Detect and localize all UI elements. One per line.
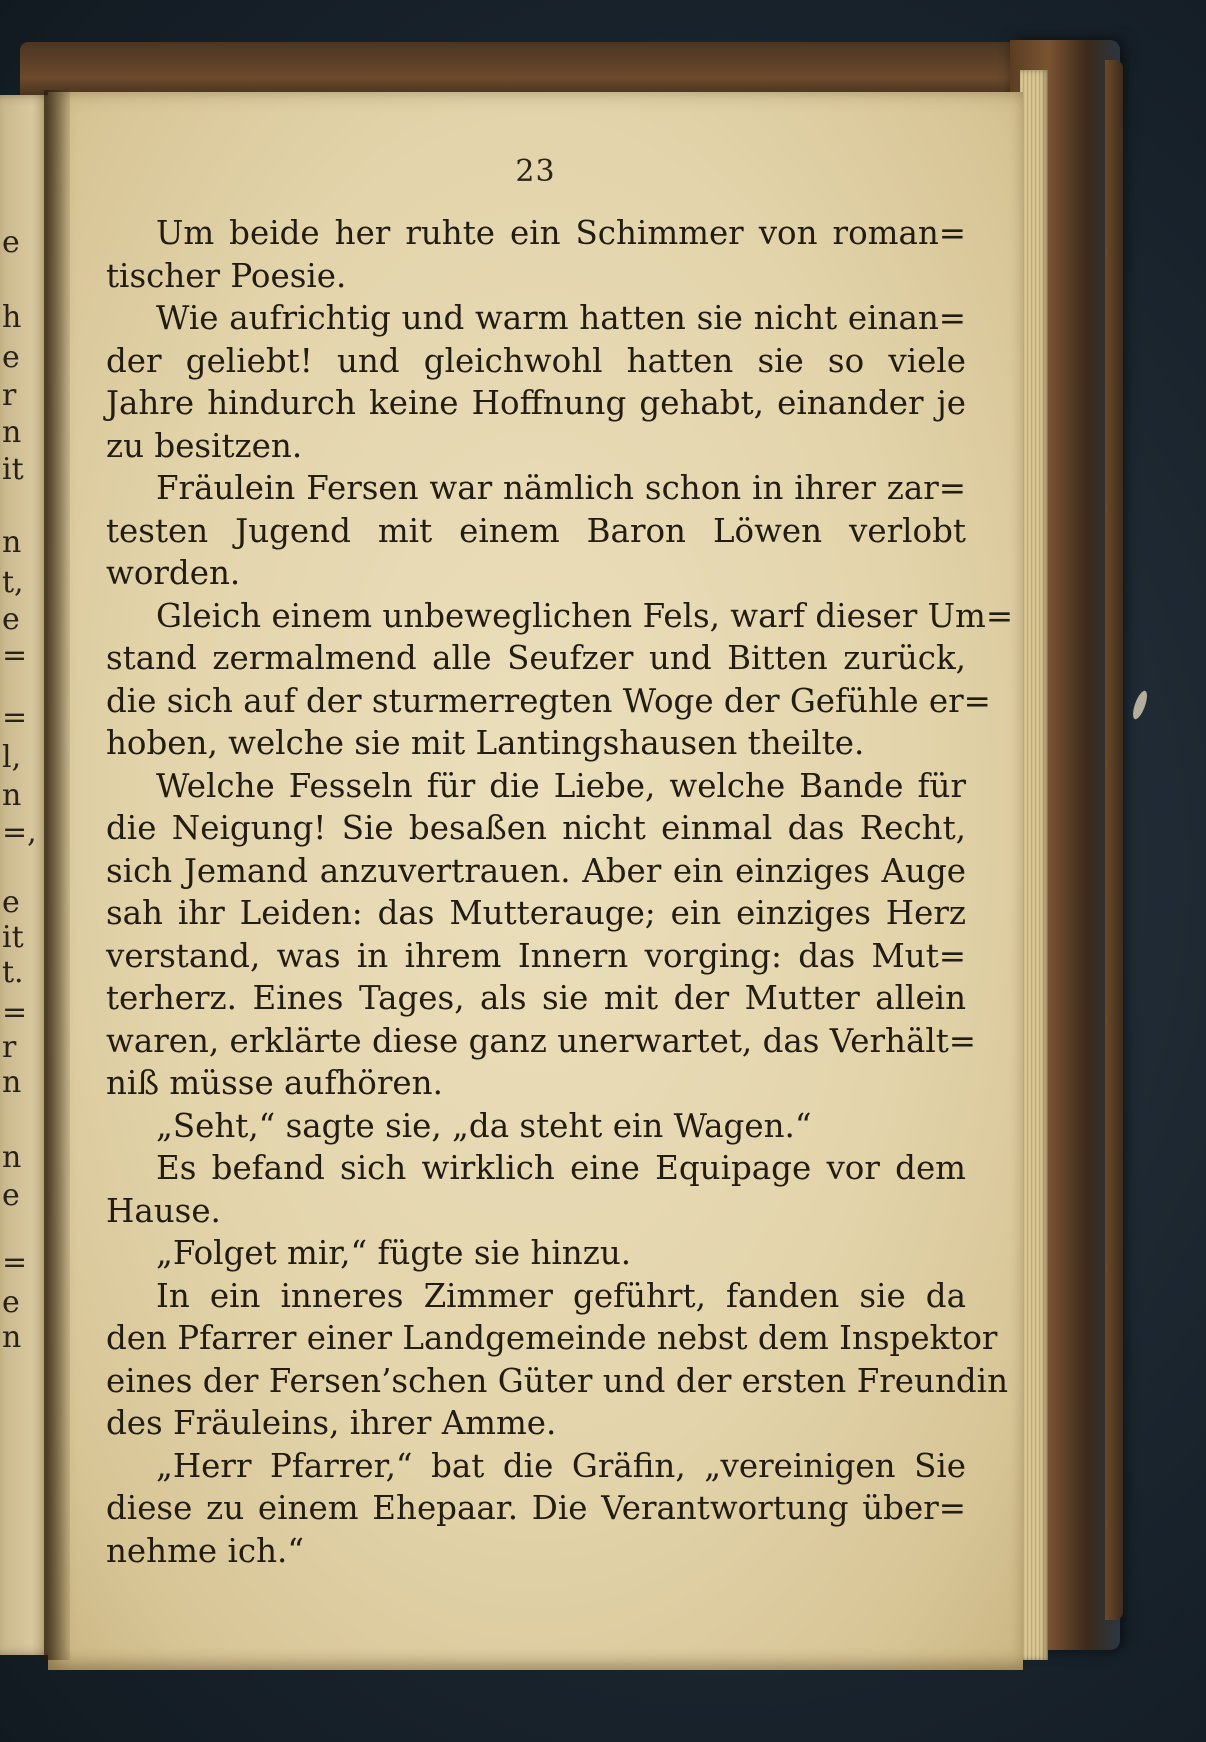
text-line: verstand, was in ihrem Innern vorging: das Mut= [106, 936, 966, 975]
text-line: tischer Poesie. [106, 256, 347, 295]
left-page-fragment: it [2, 920, 24, 955]
book-cover-edge [1105, 60, 1123, 1620]
left-page-fragment: it [2, 452, 24, 487]
book-gutter [44, 90, 70, 1660]
left-page-fragment: e [2, 885, 20, 920]
left-page-fragment: e [2, 225, 20, 260]
text-line: hoben, welche sie mit Lantingshausen theilte. [106, 724, 865, 762]
text-line: In ein inneres Zimmer geführt, fanden sie da [156, 1276, 966, 1315]
text-line: des Fräuleins, ihrer Amme. [106, 1404, 557, 1442]
text-line: testen Jugend mit einem Baron Löwen verlobt [106, 511, 966, 550]
text-line: Fräulein Fersen war nämlich schon in ihrer zar= [156, 469, 966, 507]
text-line: die sich auf der sturmerregten Woge der Gefühle er= [106, 681, 991, 720]
left-page-fragment: l, [2, 740, 22, 775]
left-page-fragment: n [2, 525, 22, 560]
left-page-fragment: = [2, 638, 28, 673]
right-page [48, 92, 1023, 1670]
text-line: terherz. Eines Tages, als sie mit der Mutter allein [106, 979, 966, 1017]
left-page-fragment: = [2, 1245, 28, 1280]
left-page-fragment: e [2, 602, 20, 637]
left-page-fragment: e [2, 1178, 20, 1213]
text-line: die Neigung! Sie besaßen nicht einmal das Recht, [106, 809, 966, 847]
text-line: worden. [106, 554, 241, 592]
text-line: „Herr Pfarrer,“ bat die Gräfin, „vereinigen Sie [156, 1446, 966, 1485]
text-line: den Pfarrer einer Landgemeinde nebst dem Inspektor [106, 1319, 998, 1357]
text-line: diese zu einem Ehepaar. Die Verantwortung über= [106, 1489, 966, 1527]
text-line: Um beide her ruhte ein Schimmer von roman= [156, 214, 966, 252]
left-page-fragment: n [2, 778, 22, 813]
text-line: Es befand sich wirklich eine Equipage vor dem [156, 1149, 966, 1187]
page-edges [1020, 70, 1048, 1660]
left-page-fragment: e [2, 1285, 20, 1320]
cover-stain [1130, 689, 1150, 721]
text-line: „Seht,“ sagte sie, „da steht ein Wagen.“ [156, 1106, 812, 1145]
text-line: nehme ich.“ [106, 1531, 304, 1570]
left-page-fragment: n [2, 1065, 22, 1100]
text-line: „Folget mir,“ fügte sie hinzu. [156, 1234, 632, 1272]
text-line: zu besitzen. [106, 426, 303, 465]
text-line: der geliebt! und gleichwohl hatten sie so viele [106, 341, 966, 380]
left-page-fragment: h [2, 300, 22, 335]
left-page-fragment: r [2, 1030, 17, 1065]
left-page-fragment: = [2, 700, 28, 735]
text-line: Wie aufrichtig und warm hatten sie nicht einan= [156, 299, 966, 337]
left-page-fragment: n [2, 1320, 22, 1355]
text-line: niß müsse aufhören. [106, 1064, 443, 1102]
text-line: stand zermalmend alle Seufzer und Bitten zurück, [106, 639, 966, 677]
text-line: Jahre hindurch keine Hoffnung gehabt, einander je [106, 384, 966, 422]
text-line: sah ihr Leiden: das Mutterauge; ein einziges Herz [106, 894, 966, 932]
left-page-fragment: r [2, 378, 17, 413]
page-text [106, 212, 1014, 1572]
left-page-fragment: t, [2, 565, 24, 600]
left-page-fragment: n [2, 1140, 22, 1175]
text-line: eines der Fersen’schen Güter und der ersten Freundin [106, 1361, 1009, 1400]
left-page-fragment: = [2, 995, 28, 1030]
left-page-fragment: n [2, 415, 22, 450]
text-line: Hause. [106, 1191, 221, 1230]
left-page-fragment: e [2, 340, 20, 375]
left-page-fragment: t. [2, 955, 24, 990]
left-page-fragment: =, [2, 815, 37, 850]
text-line: Welche Fesseln für die Liebe, welche Bande für [156, 766, 966, 805]
page-number: 23 [515, 154, 556, 189]
text-line: waren, erklärte diese ganz unerwartet, das Verhält= [106, 1021, 977, 1060]
text-line: sich Jemand anzuvertrauen. Aber ein einziges Auge [106, 851, 966, 890]
text-line: Gleich einem unbeweglichen Fels, warf dieser Um= [156, 596, 1014, 635]
